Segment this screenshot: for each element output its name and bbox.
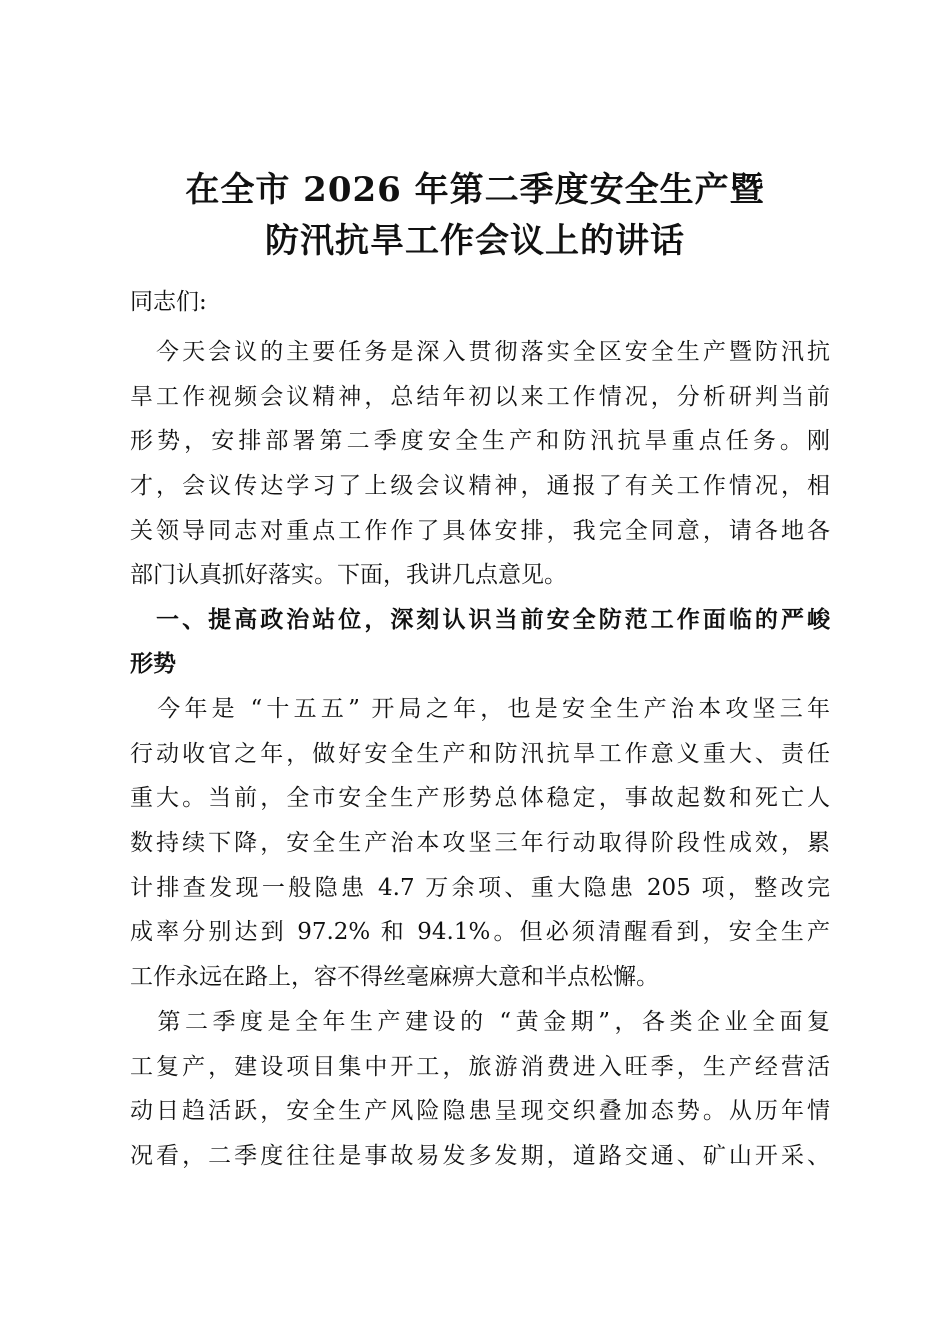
paragraph-line: 工复产，建设项目集中开工，旅游消费进入旺季，生产经营活: [130, 1054, 830, 1080]
section-heading-line: 一、提高政治站位，深刻认识当前安全防范工作面临的严峻: [130, 606, 830, 633]
paragraph-line: 才，会议传达学习了上级会议精神，通报了有关工作情况，相: [130, 473, 830, 499]
paragraph-line: 重大。当前，全市安全生产形势总体稳定，事故起数和死亡人: [130, 785, 830, 811]
document-title-line-2: 防汛抗旱工作会议上的讲话: [265, 221, 685, 261]
paragraph-line: 动日趋活跃，安全生产风险隐患呈现交织叠加态势。从历年情: [130, 1098, 830, 1124]
paragraph-line: 工作永远在路上，容不得丝毫麻痹大意和半点松懈。: [130, 964, 659, 990]
paragraph-line: 第二季度是全年生产建设的 “黄金期”，各类企业全面复: [130, 1009, 830, 1035]
paragraph-line: 今年是 “十五五” 开局之年，也是安全生产治本攻坚三年: [130, 696, 830, 722]
paragraph-line: 况看，二季度往往是事故易发多发期，道路交通、矿山开采、: [130, 1143, 830, 1169]
paragraph-line: 部门认真抓好落实。下面，我讲几点意见。: [130, 562, 567, 588]
paragraph-line: 今天会议的主要任务是深入贯彻落实全区安全生产暨防汛抗: [130, 339, 830, 365]
paragraph-line: 成率分别达到 97.2% 和 94.1%。但必须清醒看到，安全生产: [130, 919, 830, 945]
paragraph-line: 旱工作视频会议精神，总结年初以来工作情况，分析研判当前: [130, 384, 830, 410]
paragraph-line: 行动收官之年，做好安全生产和防汛抗旱工作意义重大、责任: [130, 741, 830, 767]
paragraph-line: 关领导同志对重点工作作了具体安排，我完全同意，请各地各: [130, 518, 830, 544]
salutation: 同志们:: [130, 289, 207, 315]
paragraph-line: 计排查发现一般隐患 4.7 万余项、重大隐患 205 项，整改完: [130, 875, 830, 901]
paragraph-line: 形势，安排部署第二季度安全生产和防汛抗旱重点任务。刚: [130, 428, 830, 454]
document-title-line-1: 在全市 2026 年第二季度安全生产暨: [185, 170, 765, 210]
paragraph-line: 数持续下降，安全生产治本攻坚三年行动取得阶段性成效，累: [130, 830, 830, 856]
section-heading-line: 形势: [130, 650, 176, 677]
